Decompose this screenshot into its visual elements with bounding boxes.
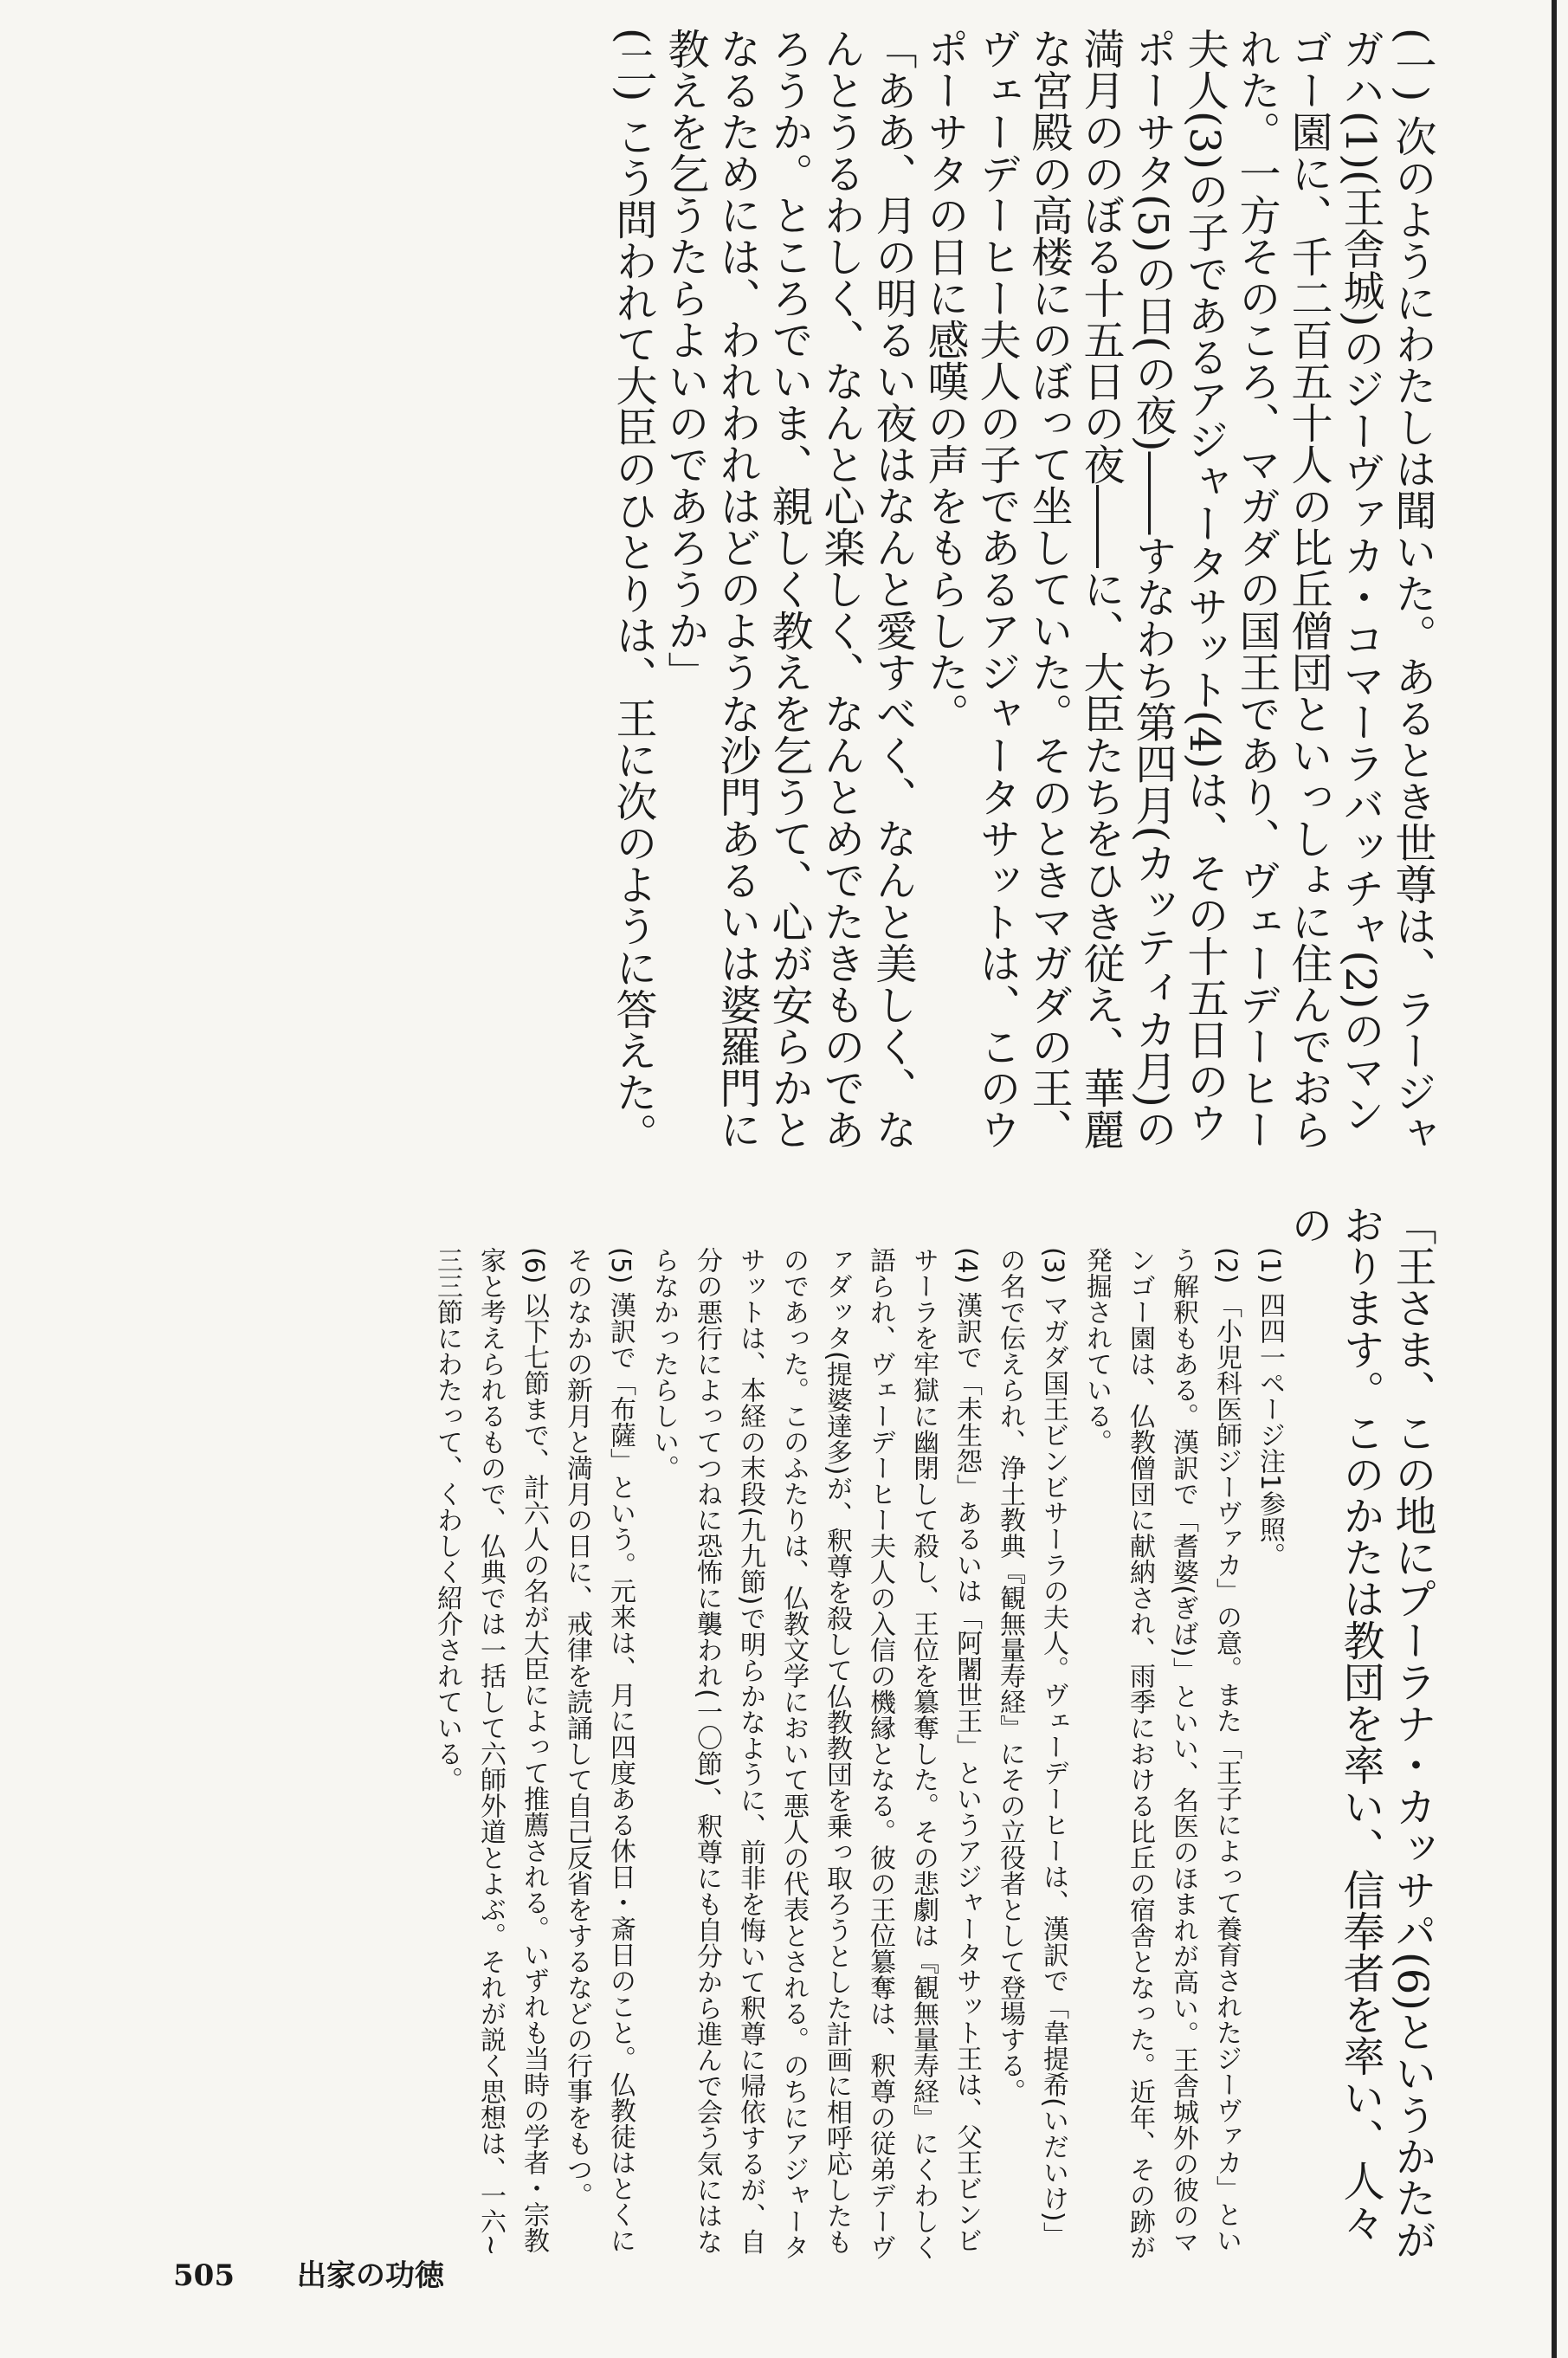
page-edge bbox=[1552, 0, 1557, 2358]
paragraph-2: 「ああ、月の明るい夜はなんと愛すべく、なんと美しく、なんとうるわしく、なんと心楽しく、なんとめでたきものであろうか。ところでいま、親しく教えを乞うて、心が安らかとなるためには、われわれはどのような沙門あるいは婆羅門に教えを乞うたらよいのであろうか」 bbox=[661, 28, 917, 1150]
main-text bbox=[174, 28, 1438, 1171]
note-2: (2) 「小児科医師ジーヴァカ」の意。また「王子によって養育されたジーヴァカ」という解釈もある。漢訳で「耆婆(ぎば)」といい、名医のほまれが高い。王舎城外の彼のマンゴー園は、仏教僧団に献納され、雨季における比丘の宿舎となった。近年、その跡が発掘されている。 bbox=[1081, 1247, 1242, 2260]
page-footer bbox=[173, 2251, 496, 2294]
page-number: 505 bbox=[173, 2258, 235, 2293]
notes-section bbox=[200, 1247, 1291, 2260]
paragraph-4: 「王さま、この地にプーラナ・カッサパ(6)というかたがおります。このかたは教団を率い、信奉者を率い、人々の bbox=[1284, 1204, 1436, 2260]
note-4: (4) 漢訳で「未生怨」あるいは「阿闍世王」というアジャータサット王は、父王ビンビサーラを牢獄に幽閉して殺し、王位を簒奪した。その悲劇は『観無量寿経』にくわしく語られ、ヴェーデーヒー夫人の入信の機縁となる。彼の王位簒奪は、釈尊の従弟デーヴァダッタ(提婆達多)が、釈尊を殺して仏教教団を乗っ取ろうとした計画に相呼応したものであった。このふたりは、仏教文学において悪人の代表とされる。のちにアジャータサットは、本経の末段(九九節)で明らかなように、前非を悔いて釈尊に帰依するが、自分の悪行によってつねに恐怖に襲われ(一〇節)、釈尊にも自分から進んで会う気にはならなかったらしい。 bbox=[648, 1247, 982, 2260]
note-6: (6) 以下七節まで、計六人の名が大臣によって推薦される。いずれも当時の学者・宗教家と考えられるもので、仏典では一括して六師外道とよぶ。それが説く思想は、一六~三三節にわたって、くわしく紹介されている。 bbox=[432, 1247, 549, 2257]
continuation-text bbox=[1284, 1204, 1438, 2260]
note-1: (1) 四四一ページ注1参照。 bbox=[1255, 1247, 1285, 1569]
note-3: (3) マガダ国王ビンビサーラの夫人。ヴェーデーヒーは、漢訳で「韋提希(いだいけ)」の名で伝えられ、浄土教典『観無量寿経』にその立役者として登場する。 bbox=[995, 1247, 1068, 2248]
paragraph-1: (一) 次のようにわたしは聞いた。あるとき世尊は、ラージャガハ(1)(王舎城)のジーヴァカ・コマーラバッチャ(2)のマンゴー園に、千二百五十人の比丘僧団といっしょに住んでおられた。一方そのころ、マガダの国王であり、ヴェーデーヒー夫人(3)の子であるアジャータサット(4)は、その十五日のウポーサタ(5)の日(の夜)――すなわち第四月(カッティカ月)の満月ののぼる十五日の夜――に、大臣たちをひき従え、華麗な宮殿の高楼にのぼって坐していた。そのときマガダの王、ヴェーデーヒー夫人の子であるアジャータサットは、このウポーサタの日に感嘆の声をもらした。 bbox=[920, 28, 1436, 1154]
paragraph-3: (二) こう問われて大臣のひとりは、王に次のように答えた。 bbox=[609, 28, 657, 1154]
note-5: (5) 漢訳で「布薩」という。元来は、月に四度ある休日・斎日のこと。仏教徒はとくにそのなかの新月と満月の日に、戒律を読誦して自己反省をするなどの行事をもつ。 bbox=[562, 1247, 636, 2254]
chapter-title: 出家の功徳 bbox=[296, 2258, 444, 2293]
